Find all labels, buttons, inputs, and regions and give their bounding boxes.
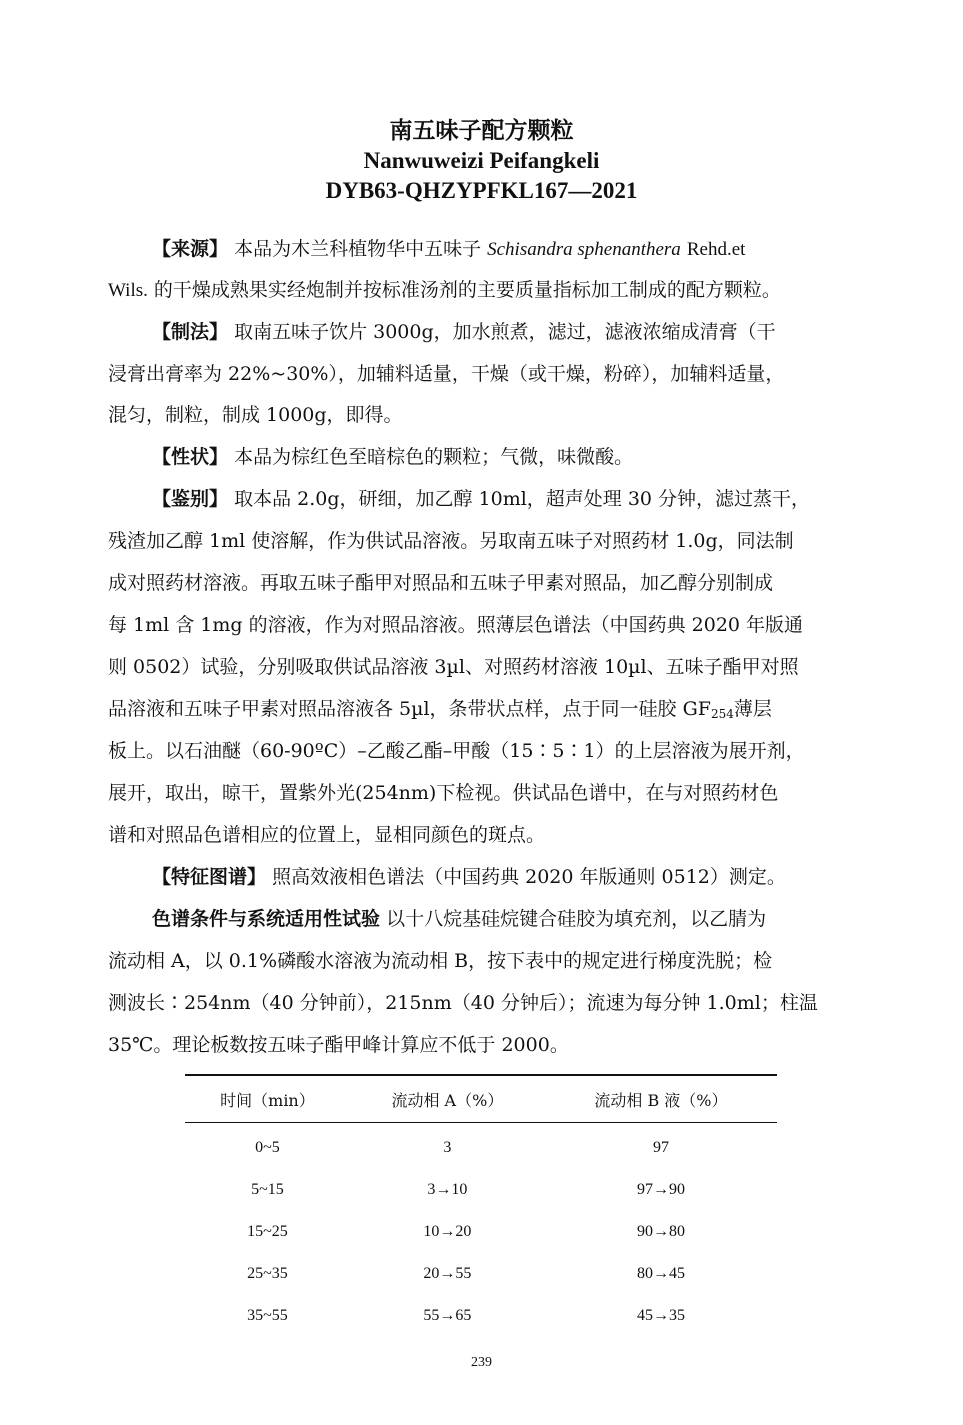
cell-phase-b: 97→90 bbox=[636, 1181, 685, 1198]
gradient-table bbox=[185, 1074, 777, 1337]
table-header-row bbox=[185, 1075, 777, 1123]
page-number: 239 bbox=[471, 1355, 492, 1370]
header-time: 时间（min） bbox=[220, 1090, 315, 1110]
plate-subscript: 254 bbox=[710, 707, 734, 721]
conditions-line-4: 35℃。理论板数按五味子酯甲峰计算应不低于 2000。 bbox=[108, 1034, 569, 1056]
cell-phase-a: 10→20 bbox=[423, 1223, 472, 1240]
conditions-line-3: 测波长∶254nm（40 分钟前），215nm（40 分钟后）；流速为每分钟 1.0ml；柱温 bbox=[108, 992, 818, 1014]
identification-tag: 【鉴别】 bbox=[152, 488, 229, 510]
method-line-1 bbox=[152, 319, 868, 345]
cell-phase-b: 45→35 bbox=[636, 1307, 685, 1324]
cell-time: 25~35 bbox=[247, 1265, 288, 1282]
cell-phase-b: 80→45 bbox=[636, 1265, 685, 1282]
cell-time: 35~55 bbox=[247, 1307, 288, 1324]
method-line-2: 浸膏出膏率为 22%~30%），加辅料适量，干燥（或干燥，粉碎），加辅料适量， bbox=[108, 363, 785, 385]
identification-line-3: 成对照药材溶液。再取五味子酯甲对照品和五味子甲素对照品，加乙醇分别制成 bbox=[108, 572, 774, 594]
author-abbrev-2: Wils. bbox=[108, 280, 148, 301]
identification-line-4: 每 1ml 含 1mg 的溶液，作为对照品溶液。照薄层色谱法（中国药典 2020 年版通 bbox=[108, 614, 804, 636]
character-line bbox=[152, 444, 868, 470]
cell-time: 5~15 bbox=[251, 1181, 284, 1198]
cell-phase-b: 90→80 bbox=[636, 1223, 685, 1240]
page-title-pinyin: Nanwuweizi Peifangkeli bbox=[363, 148, 600, 173]
table-row bbox=[185, 1295, 777, 1337]
header-phase-b: 流动相 B 液（%） bbox=[594, 1090, 728, 1110]
conditions-line-1 bbox=[152, 906, 868, 932]
header-phase-a: 流动相 A（%） bbox=[391, 1090, 504, 1110]
method-tag: 【制法】 bbox=[152, 321, 229, 343]
fingerprint-line bbox=[152, 864, 868, 890]
identification-text-6b: 薄层 bbox=[733, 698, 772, 720]
cell-time: 0~5 bbox=[255, 1139, 280, 1156]
cell-phase-a: 3 bbox=[443, 1139, 452, 1156]
source-line-2 bbox=[108, 277, 868, 304]
author-abbrev: Rehd.et bbox=[686, 239, 746, 260]
conditions-text-1: 以十八烷基硅烷键合硅胶为填充剂，以乙腈为 bbox=[386, 908, 767, 930]
conditions-line-2: 流动相 A，以 0.1%磷酸水溶液为流动相 B，按下表中的规定进行梯度洗脱；检 bbox=[108, 950, 773, 972]
cell-phase-a: 55→65 bbox=[423, 1307, 472, 1324]
character-text: 本品为棕红色至暗棕色的颗粒；气微，味微酸。 bbox=[234, 446, 634, 468]
identification-line-6 bbox=[108, 696, 868, 722]
source-tag: 【来源】 bbox=[152, 238, 229, 260]
identification-line-9: 谱和对照品色谱相应的位置上，显相同颜色的斑点。 bbox=[108, 824, 546, 846]
source-text-2: 的干燥成熟果实经炮制并按标准汤剂的主要质量指标加工制成的配方颗粒。 bbox=[153, 279, 781, 301]
identification-line-7: 板上。以石油醚（60-90ºC）–乙酸乙酯–甲酸（15∶5∶1）的上层溶液为展开剂， bbox=[108, 740, 805, 762]
table-row bbox=[185, 1211, 777, 1253]
source-text: 本品为木兰科植物华中五味子 bbox=[234, 238, 482, 260]
fingerprint-text: 照高效液相色谱法（中国药典 2020 年版通则 0512）测定。 bbox=[272, 866, 786, 888]
cell-phase-b: 97 bbox=[652, 1139, 669, 1156]
latin-name: Schisandra sphenanthera bbox=[487, 239, 681, 260]
page-title-chinese: 南五味子配方颗粒 bbox=[389, 117, 574, 144]
fingerprint-tag: 【特征图谱】 bbox=[152, 866, 267, 888]
identification-line-8: 展开，取出，晾干，置紫外光(254nm)下检视。供试品色谱中，在与对照药材色 bbox=[108, 782, 779, 804]
table-row bbox=[185, 1253, 777, 1295]
identification-line-2: 残渣加乙醇 1ml 使溶解，作为供试品溶液。另取南五味子对照药材 1.0g，同法制 bbox=[108, 530, 794, 552]
cell-time: 15~25 bbox=[247, 1223, 288, 1240]
identification-line-5: 则 0502）试验，分别吸取供试品溶液 3µl、对照药材溶液 10µl、五味子酯甲对照 bbox=[108, 656, 799, 678]
method-line-3: 混匀，制粒，制成 1000g，即得。 bbox=[108, 404, 403, 426]
method-text-1: 取南五味子饮片 3000g，加水煎煮，滤过，滤液浓缩成清膏（干 bbox=[234, 321, 776, 343]
table-row bbox=[185, 1123, 777, 1170]
cell-phase-a: 20→55 bbox=[423, 1265, 472, 1282]
identification-line-1 bbox=[152, 486, 868, 512]
identification-text-6: 品溶液和五味子甲素对照品溶液各 5µl，条带状点样，点于同一硅胶 GF bbox=[108, 698, 711, 720]
table-row bbox=[185, 1169, 777, 1211]
conditions-tag: 色谱条件与系统适用性试验 bbox=[152, 908, 381, 930]
standard-code: DYB63-QHZYPFKL167—2021 bbox=[325, 178, 638, 203]
cell-phase-a: 3→10 bbox=[427, 1181, 468, 1198]
identification-text-1: 取本品 2.0g，研细，加乙醇 10ml，超声处理 30 分钟，滤过蒸干， bbox=[234, 488, 811, 510]
character-tag: 【性状】 bbox=[152, 446, 229, 468]
source-line-1 bbox=[152, 236, 868, 263]
